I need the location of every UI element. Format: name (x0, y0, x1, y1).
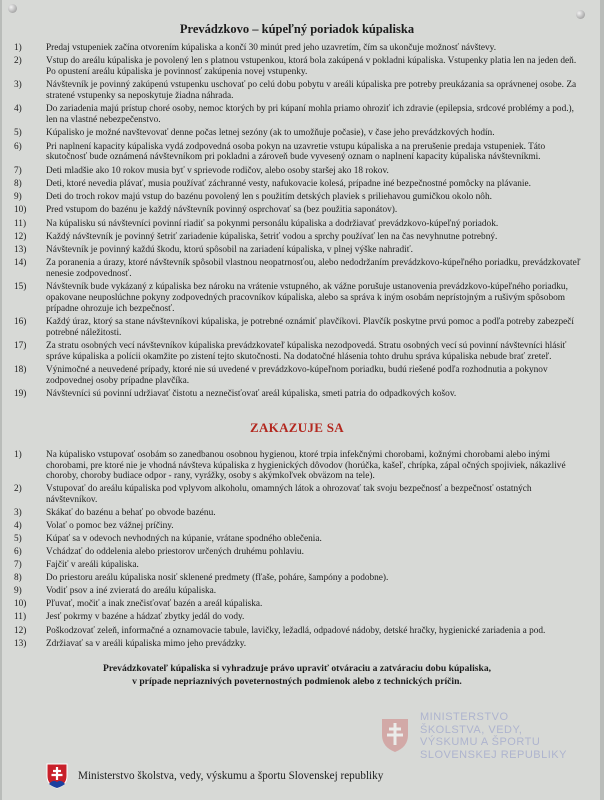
rule-item (10, 341, 584, 363)
rule-item (10, 80, 584, 102)
pin-icon (576, 10, 585, 19)
ban-item (10, 508, 584, 519)
ban-item (10, 612, 584, 623)
item-number: 14) (14, 258, 27, 269)
item-text: Vstup do areálu kúpaliska je povolený len s platnou vstupenkou, ktorá bola zakúpená v pokladni kúpaliska. Vstupenky platia len na jeden deň. Po opustení areálu kúpaliska je povinnosť zakúpenia novej vstupenky. (46, 56, 577, 77)
rule-item (10, 219, 584, 230)
item-text: Poškodzovať zeleň, informačné a oznamovacie tabule, lavičky, ležadlá, odpadové nádoby, detské hračky, hygienické zariadenia a pod. (46, 625, 546, 636)
item-text: Za stratu osobných vecí návštevníkov kúpaliska prevádzkovateľ kúpaliska nezodpovedá. Stratu osobných vecí sú povinní návštevníci hlásiť správe kúpaliska a polícii okamžite po zistení tejto skutočnosti. Na dodatočné hlásenia tohto druhu správa kúpaliska nebude brať zreteľ. (46, 341, 567, 362)
pin-icon (8, 4, 17, 13)
item-number: 2) (14, 484, 22, 495)
watermark-text (420, 711, 567, 761)
ban-item (10, 586, 584, 597)
item-text: Návštevník bude vykázaný z kúpaliska bez nároku na vrátenie vstupného, ak vážne porušuje ustanovenia prevádzkovo-kúpeľného poriadku, opakovane neuposlúchne pokyny zodpovedných pracovníkov kúpaliska, alebo sa správa k iným osobám neprístojným a rušivým spôsobom prípadne ohrozuje ich bezpečnosť. (46, 282, 568, 314)
item-text: Do zariadenia majú prístup choré osoby, nemoc ktorých by pri kúpaní mohla priamo ohroziť ich zdravie (epilepsia, srdcové problémy a pod.), len na vlastné nebezpečenstvo. (46, 104, 574, 125)
watermark-line: SLOVENSKEJ REPUBLIKY (420, 748, 567, 761)
rule-item (10, 179, 584, 190)
rule-item (10, 166, 584, 177)
rule-item (10, 317, 584, 339)
item-number: 7) (14, 560, 22, 571)
item-text: Deti, ktoré nevedia plávať, musia používať záchranné vesty, nafukovacie kolesá, prípadne iné bezpečnostné pomôcky na plávanie. (46, 178, 531, 189)
rule-item (10, 128, 584, 139)
ban-item (10, 599, 584, 610)
item-text: Každý úraz, ktorý sa stane návštevníkovi kúpaliska, je potrebné oznámiť plavčíkovi. Plavčík poskytne prvú pomoc a podľa potreby zabezpečí potrebné náležitosti. (46, 317, 574, 338)
item-text: Kúpať sa v odevoch nevhodných na kúpanie, vrátane spodného oblečenia. (46, 534, 322, 545)
item-number: 1) (14, 43, 22, 53)
rule-item (10, 56, 584, 78)
notice-sheet (2, 0, 600, 800)
rule-item (10, 365, 584, 387)
rule-item (10, 389, 584, 400)
item-text: Výnimočné a neuvedené prípady, ktoré nie sú uvedené v prevádzkovo-kúpeľnom poriadku, budú riešené podľa rozhodnutia a pokynov zodpovednej osoby prípadne plavčíka. (46, 365, 548, 386)
item-number: 10) (14, 205, 27, 216)
item-text: Pri naplnení kapacity kúpaliska vydá zodpovedná osoba pokyn na uzavretie vstupu kúpaliska a na prerušenie predaja vstupeniek. Táto skutočnosť bude oznámená návštevníkom pri pokladni a zároveň bude vyvesený oznam o naplnení kapacity kúpaliska návštevníkmi. (46, 141, 546, 163)
footer-note-line: Prevádzkovateľ kúpaliska si vyhradzuje právo upraviť otváraciu a zatváraciu dobu kúpaliska, (102, 663, 492, 675)
ministry-name: Ministerstvo školstva, vedy, výskumu a športu Slovenskej republiky (78, 770, 384, 782)
item-text: Jesť pokrmy v bazéne a hádzať zbytky jedál do vody. (46, 612, 245, 623)
item-number: 15) (14, 282, 27, 293)
item-number: 11) (14, 612, 27, 623)
item-number: 6) (14, 141, 22, 152)
item-text: Kúpalisko je možné navštevovať denne počas letnej sezóny (ak to umožňuje počasie), v čase jeho prevádzkových hodín. (46, 128, 495, 139)
rule-item (10, 104, 584, 126)
item-number: 19) (14, 389, 27, 399)
slovak-crest-icon (46, 763, 68, 789)
ban-item (10, 450, 584, 482)
ban-item (10, 639, 584, 650)
item-number: 8) (14, 573, 22, 584)
item-number: 1) (14, 449, 22, 460)
document-title: Prevádzkovo – kúpeľný poriadok kúpaliska (179, 22, 415, 36)
rule-item (10, 205, 584, 216)
item-text: Za poranenia a úrazy, ktoré návštevník spôsobil vlastnou neopatrnosťou, alebo nedodržaním prevádzkovo-kúpeľného poriadku, prevádzkovateľ nenesie zodpovednosť. (46, 258, 581, 279)
item-text: Na kúpalisku sú návštevníci povinní riadiť sa pokynmi personálu kúpaliska a dodržiavať prevádzkovo-kúpeľný poriadok. (46, 218, 499, 229)
rule-item (10, 142, 584, 164)
item-number: 18) (14, 365, 27, 375)
item-text: Volať o pomoc bez vážnej príčiny. (46, 521, 174, 532)
item-number: 17) (14, 341, 27, 351)
item-number: 5) (14, 534, 22, 545)
item-number: 4) (14, 104, 22, 115)
item-text: Fajčiť v areáli kúpaliska. (46, 560, 139, 571)
item-number: 9) (14, 192, 22, 202)
ban-item (10, 626, 584, 637)
item-text: Deti do troch rokov majú vstup do bazénu povolený len s použitím detských plaviek s priliehavou gumičkou okolo nôh. (46, 192, 492, 202)
ban-item (10, 484, 584, 506)
item-number: 3) (14, 80, 22, 91)
rule-item (10, 282, 584, 314)
item-text: Vchádzať do oddelenia alebo priestorov určených druhému pohlaviu. (46, 547, 304, 558)
rule-item (10, 258, 584, 280)
item-text: Návštevník je povinný každú škodu, ktorú spôsobil na zariadení kúpaliska, v plnej výške nahradiť. (46, 245, 413, 255)
item-number: 10) (14, 599, 27, 610)
item-number: 11) (14, 218, 27, 229)
item-number: 6) (14, 547, 22, 558)
ban-item (10, 573, 584, 584)
item-text: Vstupovať do areálu kúpaliska pod vplyvom alkoholu, omamných látok a ohrozovať tak svoju bezpečnosť a bezpečnosť ostatných návštevníkov. (46, 484, 532, 506)
item-text: Každý návštevník je povinný šetriť zariadenie kúpaliska, šetriť vodou a sprchy používať len na čas nevyhnutne potrebný. (46, 231, 498, 242)
bans-list (10, 450, 584, 650)
rule-item (10, 245, 584, 256)
item-number: 16) (14, 317, 27, 327)
item-text: Pľuvať, močiť a inak znečisťovať bazén a areál kúpaliska. (46, 599, 263, 610)
watermark-line: ŠKOLSTVA, VEDY, (420, 723, 523, 736)
item-number: 3) (14, 508, 22, 519)
item-number: 4) (14, 521, 22, 532)
item-number: 5) (14, 128, 22, 139)
rules-list (10, 43, 584, 400)
item-text: Predaj vstupeniek začína otvorením kúpaliska a končí 30 minút pred jeho uzavretím, čím sa ukončuje možnosť návštevy. (46, 43, 497, 53)
slovak-crest-watermark-icon (380, 717, 410, 753)
item-text: Zdržiavať sa v areáli kúpaliska mimo jeho prevádzky. (46, 638, 247, 649)
rule-item (10, 192, 584, 203)
ban-section-title: ZAKAZUJE SA (250, 419, 344, 435)
watermark-line: MINISTERSTVO (420, 711, 509, 723)
item-number: 13) (14, 638, 27, 649)
ban-item (10, 547, 584, 558)
ban-item (10, 560, 584, 571)
ban-item (10, 521, 584, 532)
watermark-line: VÝSKUMU A ŠPORTU (420, 736, 541, 748)
item-text: Návštevník je povinný zakúpenú vstupenku uschovať po celú dobu pobytu v areáli kúpaliska pre potreby preukázania sa oprávnenej osobe. Za stratené vstupenky sa neposkytuje žiadna náhrada. (46, 80, 577, 101)
item-text: Návštevníci sú povinní udržiavať čistotu a neznečisťovať areál kúpaliska, smeti patria do odpadkových košov. (46, 389, 457, 399)
ministry-watermark (380, 711, 600, 791)
item-number: 2) (14, 56, 22, 67)
ministry-footer (46, 763, 383, 789)
item-number: 8) (14, 178, 22, 189)
item-text: Pred vstupom do bazénu je každý návštevník povinný osprchovať sa (bez použitia saponátov). (46, 205, 398, 216)
rule-item (10, 232, 584, 243)
item-text: Na kúpalisko vstupovať osobám so zanedbanou osobnou hygienou, ktoré trpia infekčnými chorobami, kožnými chorobami alebo inými chorobami, pre ktoré nie je vhodná návšteva kúpaliska z hygienických dôvodov (horúčka, kašeľ, chrípka, zápal očných spojiviek, nákazlivé choroby, choroby budiace odpor - rany, vyrážky, osoby s akýmkoľvek obväzom na tele). (46, 449, 566, 482)
item-number: 12) (14, 231, 27, 242)
item-number: 13) (14, 245, 27, 255)
item-text: Skákať do bazénu a behať po obvode bazénu. (46, 508, 216, 519)
item-text: Vodiť psov a iné zvieratá do areálu kúpaliska. (46, 586, 217, 597)
footer-note (10, 663, 584, 688)
footer-note-line: v prípade nepriaznivých poveternostných podmienok alebo z technických príčin. (132, 675, 462, 687)
item-number: 7) (14, 165, 22, 176)
ban-item (10, 534, 584, 545)
item-number: 9) (14, 586, 22, 597)
item-text: Deti mladšie ako 10 rokov musia byť v sprievode rodičov, alebo osoby staršej ako 18 rokov. (46, 165, 389, 176)
rule-item (10, 43, 584, 54)
item-text: Do priestoru areálu kúpaliska nosiť sklenené predmety (fľaše, poháre, šampóny a podobne). (46, 573, 389, 584)
item-number: 12) (14, 625, 27, 636)
